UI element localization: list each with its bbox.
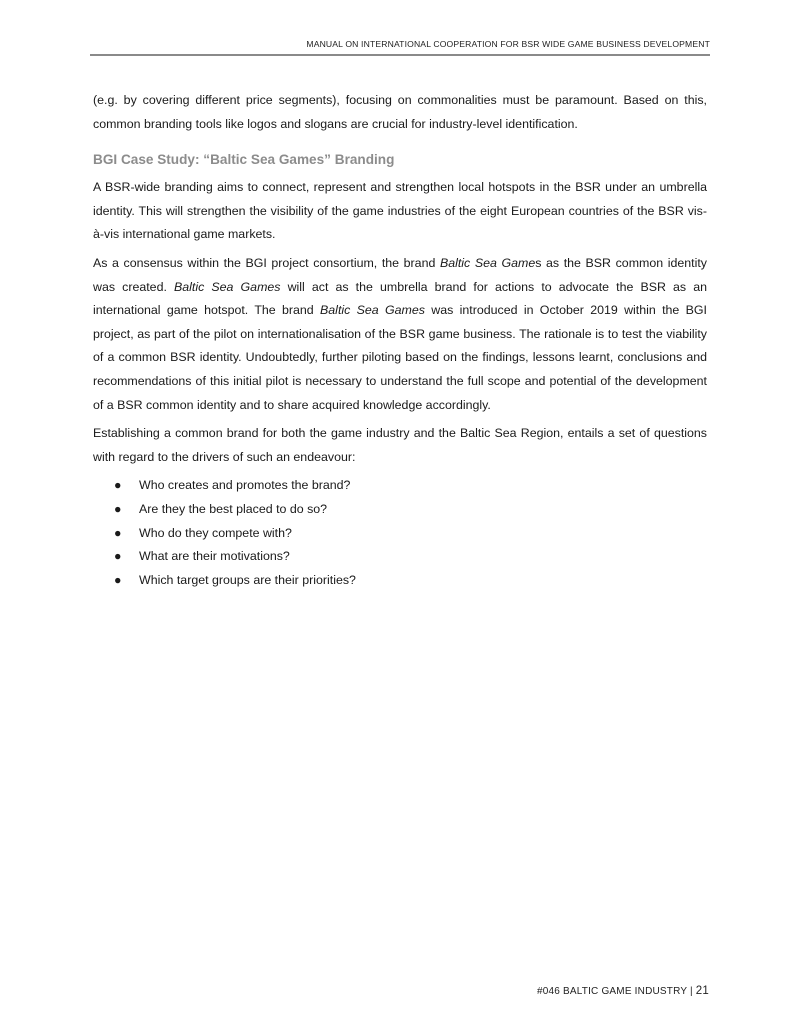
paragraph-branding-aim: A BSR-wide branding aims to connect, represent and strengthen local hotspots in the BSR under an umbrella identity. This will strengthen the visibility of the game industries of the eight European countries of the BSR vis-à-vis international game markets. (93, 180, 707, 242)
question-text: Which target groups are their priorities? (139, 572, 356, 587)
text-run: was introduced in October 2019 within the BGI project, as part of the pilot on internationalisation of the BSR game business. The rationale is to test the viability of a common BSR identity. Undoubtedly, further piloting based on the findings, lessons learnt, conclusions and recommendations of this initial pilot is necessary to understand the full scope and potential of the development of a BSR common identity and to share acquired knowledge accordingly. (93, 303, 707, 412)
page-number: 21 (695, 985, 709, 997)
question-text: Who creates and promotes the brand? (139, 478, 351, 493)
text-run: s as the BSR common identity was created. (93, 255, 707, 294)
brand-name-italic: Baltic Sea Games (320, 303, 425, 318)
page-header (90, 34, 710, 56)
brand-name-italic: Baltic Sea Game (439, 255, 536, 270)
brand-name-italic: Baltic Sea Games (174, 279, 281, 294)
questions-list (93, 474, 707, 592)
section-heading: BGI Case Study: “Baltic Sea Games” Branding (93, 152, 395, 168)
question-text: Are they the best placed to do so? (139, 501, 328, 516)
running-title: MANUAL ON INTERNATIONAL COOPERATION FOR BSR WIDE GAME BUSINESS DEVELOPMENT (306, 39, 710, 49)
text-run: will act as the umbrella brand for actions to advocate the BSR as an international game hotspot. The brand (93, 279, 707, 318)
bullet-icon: ● (114, 501, 122, 516)
list-item (93, 474, 707, 498)
page-content (93, 89, 707, 592)
list-item (93, 522, 707, 546)
list-item (93, 545, 707, 569)
page-footer (537, 985, 709, 997)
bullet-icon: ● (114, 478, 122, 493)
bullet-icon: ● (114, 572, 122, 587)
paragraph-questions-intro: Establishing a common brand for both the game industry and the Baltic Sea Region, entails a set of questions with regard to the drivers of such an endeavour: (93, 426, 707, 464)
bullet-icon: ● (114, 549, 122, 564)
question-text: Who do they compete with? (139, 525, 292, 540)
bullet-icon: ● (114, 525, 122, 540)
paragraph-consensus (93, 252, 707, 417)
list-item (93, 498, 707, 522)
intro-paragraph: (e.g. by covering different price segments), focusing on commonalities must be paramount. Based on this, common branding tools like logos and slogans are crucial for industry-level identification. (93, 93, 707, 131)
list-item (93, 569, 707, 593)
question-text: What are their motivations? (139, 549, 290, 564)
publication-label: #046 BALTIC GAME INDUSTRY | (536, 986, 696, 997)
text-run: As a consensus within the BGI project consortium, the brand (93, 255, 440, 270)
